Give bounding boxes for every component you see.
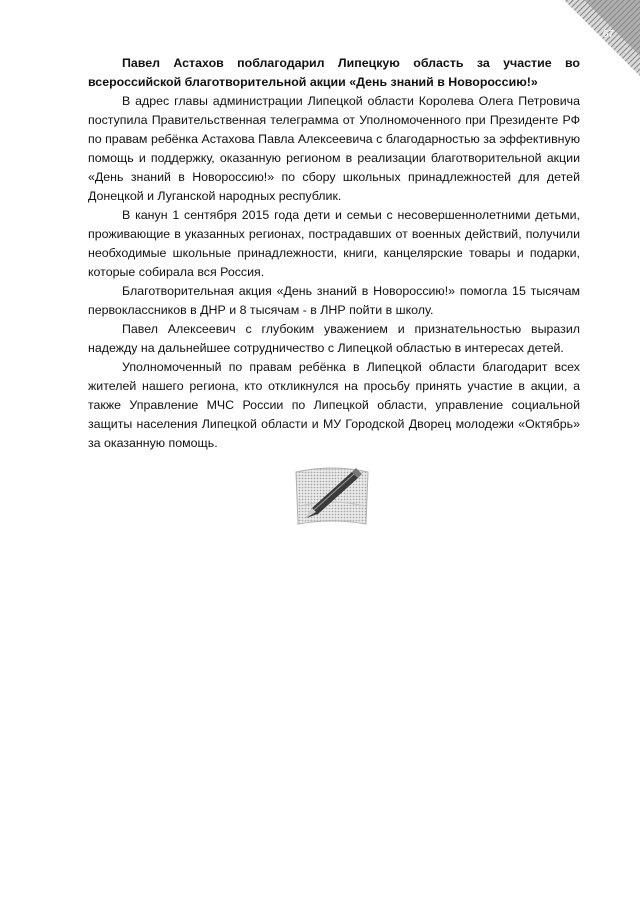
paragraph-4: Павел Алексеевич с глубоким уважением и признательностью выразил надежду на дальнейшее сотрудничество с Липецкой областью в интересах детей. [88, 322, 580, 355]
article-title: Павел Астахов поблагодарил Липецкую область за участие во всероссийской благотворительной акции «День знаний в Новороссию!» [88, 56, 580, 89]
article [88, 54, 580, 453]
paragraph-5: Уполномоченный по правам ребёнка в Липецкой области благодарит всех жителей нашего региона, кто откликнулся на просьбу принять участие в акции, а также Управление МЧС России по Липецкой области, управление социальной защиты населения Липецкой области и МУ Городской Дворец молодежи «Октябрь» за оказанную помощь. [88, 360, 580, 450]
paragraph-3: Благотворительная акция «День знаний в Новороссию!» помогла 15 тысячам первоклассников в ДНР и 8 тысячам - в ЛНР пойти в школу. [88, 284, 580, 317]
paragraph-1: В адрес главы администрации Липецкой области Королева Олега Петровича поступила Правительственная телеграмма от Уполномоченного при Президенте РФ по правам ребёнка Астахова Павла Алексеевича с благодарностью за эффективную помощь и поддержку, оказанную регионом в реализации благотворительной акции «День знаний в Новороссию!» по сбору школьных принадлежностей для детей Донецкой и Луганской народных республик. [88, 94, 580, 203]
pencil-paper-icon [292, 462, 372, 532]
paragraph-2: В канун 1 сентября 2015 года дети и семьи с несовершеннолетними детьми, проживающие в указанных регионах, пострадавших от военных действий, получили необходимые школьные принадлежности, книги, канцелярские товары и подарки, которые собирала вся Россия. [88, 208, 580, 279]
page-number: 67 [602, 29, 614, 40]
